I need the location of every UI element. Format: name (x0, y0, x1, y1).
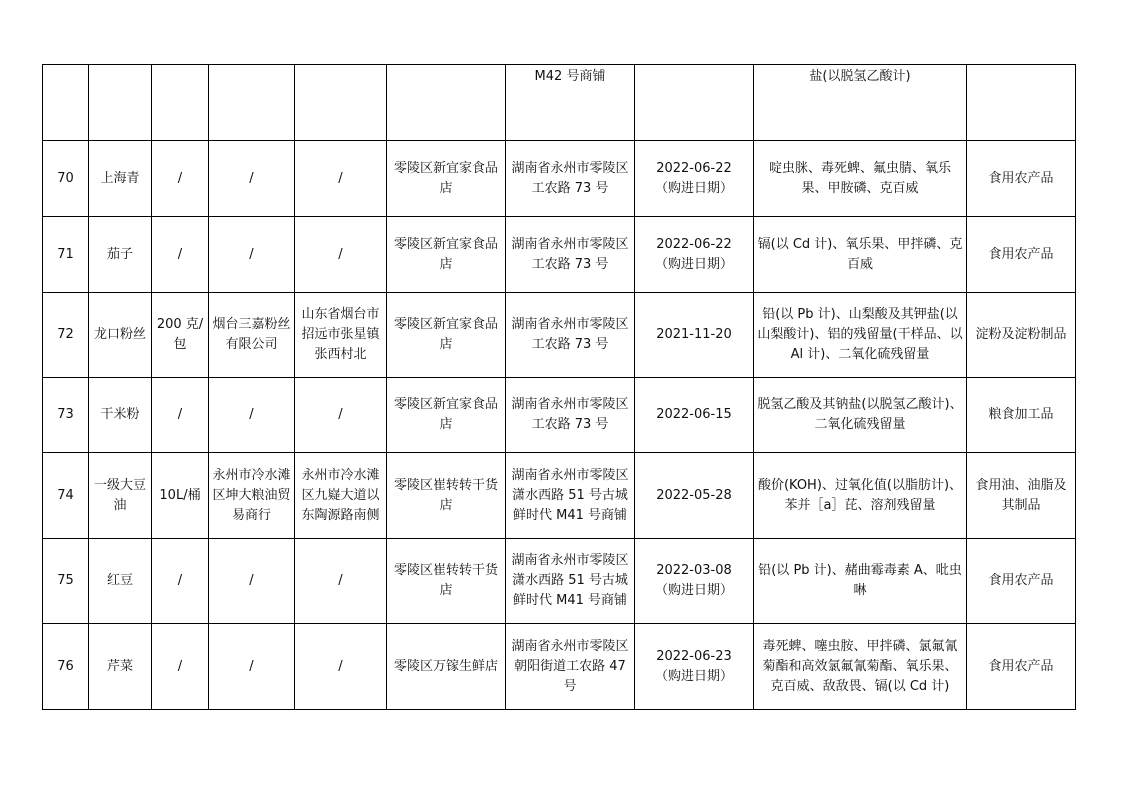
date-value: 2022-06-23 (656, 648, 732, 664)
cell-producer: 烟台三嘉粉丝有限公司 (209, 293, 295, 378)
cell-producer: / (209, 217, 295, 293)
cell-seller: 零陵区新宜家食品店 (387, 141, 506, 217)
table-row (43, 453, 1076, 539)
cell-producer: 永州市冷水滩区坤大粮油贸易商行 (209, 453, 295, 539)
cell-category (967, 65, 1076, 141)
cell-test-items: 毒死蜱、噻虫胺、甲拌磷、氯氟氰菊酯和高效氯氟氰菊酯、氧乐果、克百威、敌敌畏、镉(以 Cd 计) (754, 624, 967, 710)
cell-no: 71 (43, 217, 89, 293)
date-value: 2022-06-22 (656, 236, 732, 252)
cell-producer: / (209, 539, 295, 624)
cell-name: 茄子 (89, 217, 152, 293)
cell-test-items: 啶虫脒、毒死蜱、氟虫腈、氧乐果、甲胺磷、克百威 (754, 141, 967, 217)
cell-date (635, 453, 754, 539)
date-value: 2021-11-20 (656, 327, 732, 342)
table-row (43, 141, 1076, 217)
cell-date (635, 378, 754, 453)
cell-producer-address: / (295, 141, 387, 217)
cell-category: 食用油、油脂及其制品 (967, 453, 1076, 539)
cell-category: 食用农产品 (967, 217, 1076, 293)
date-note: （购进日期） (654, 583, 733, 598)
cell-test-items: 铅(以 Pb 计)、赭曲霉毒素 A、吡虫啉 (754, 539, 967, 624)
cell-seller-address: M42 号商铺 (506, 65, 635, 141)
table-row (43, 378, 1076, 453)
cell-seller-address: 湖南省永州市零陵区工农路 73 号 (506, 293, 635, 378)
cell-date (635, 293, 754, 378)
cell-spec: 10L/桶 (152, 453, 209, 539)
date-note: （购进日期） (654, 180, 733, 196)
cell-date (635, 217, 754, 293)
date-value: 2022-06-15 (656, 407, 732, 422)
cell-seller: 零陵区崔转转干货店 (387, 539, 506, 624)
table-row (43, 624, 1076, 710)
cell-seller-address: 湖南省永州市零陵区工农路 73 号 (506, 217, 635, 293)
cell-category: 食用农产品 (967, 539, 1076, 624)
cell-name: 龙口粉丝 (89, 293, 152, 378)
date-note: （购进日期） (654, 256, 733, 272)
cell-date (635, 624, 754, 710)
table-row (43, 539, 1076, 624)
date-value: 2022-06-22 (656, 160, 732, 176)
cell-producer-address: / (295, 378, 387, 453)
cell-seller: 零陵区新宜家食品店 (387, 378, 506, 453)
cell-name (89, 65, 152, 141)
cell-producer: / (209, 378, 295, 453)
cell-name: 芹菜 (89, 624, 152, 710)
cell-category: 食用农产品 (967, 141, 1076, 217)
cell-producer-address (295, 65, 387, 141)
cell-spec: / (152, 539, 209, 624)
cell-no (43, 65, 89, 141)
cell-test-items: 酸价(KOH)、过氧化值(以脂肪计)、苯并［a］芘、溶剂残留量 (754, 453, 967, 539)
cell-seller-address: 湖南省永州市零陵区工农路 73 号 (506, 141, 635, 217)
cell-test-items: 盐(以脱氢乙酸计) (754, 65, 967, 141)
cell-name: 红豆 (89, 539, 152, 624)
cell-category: 粮食加工品 (967, 378, 1076, 453)
cell-seller-address: 湖南省永州市零陵区工农路 73 号 (506, 378, 635, 453)
cell-producer-address: / (295, 624, 387, 710)
cell-date (635, 539, 754, 624)
cell-test-items: 铅(以 Pb 计)、山梨酸及其钾盐(以山梨酸计)、铝的残留量(干样品、以 Al 计)、二氧化硫残留量 (754, 293, 967, 378)
table-row-continuation (43, 65, 1076, 141)
cell-test-items: 脱氢乙酸及其钠盐(以脱氢乙酸计)、二氧化硫残留量 (754, 378, 967, 453)
date-value: 2022-05-28 (656, 487, 732, 503)
cell-spec: / (152, 141, 209, 217)
cell-test-items: 镉(以 Cd 计)、氧乐果、甲拌磷、克百威 (754, 217, 967, 293)
cell-name: 一级大豆油 (89, 453, 152, 539)
sampling-table (42, 64, 1076, 710)
cell-seller-address: 湖南省永州市零陵区潇水西路 51 号古城鲜时代 M41 号商铺 (506, 453, 635, 539)
cell-seller-address: 湖南省永州市零陵区朝阳街道工农路 47 号 (506, 624, 635, 710)
cell-seller (387, 65, 506, 141)
cell-no: 74 (43, 453, 89, 539)
cell-no: 75 (43, 539, 89, 624)
cell-producer-address: / (295, 539, 387, 624)
cell-category: 食用农产品 (967, 624, 1076, 710)
table-row (43, 293, 1076, 378)
cell-spec: / (152, 378, 209, 453)
cell-category: 淀粉及淀粉制品 (967, 293, 1076, 378)
cell-no: 70 (43, 141, 89, 217)
cell-seller: 零陵区新宜家食品店 (387, 293, 506, 378)
cell-producer-address: 山东省烟台市招远市张星镇张西村北 (295, 293, 387, 378)
cell-producer-address: / (295, 217, 387, 293)
table-row (43, 217, 1076, 293)
cell-producer: / (209, 624, 295, 710)
cell-producer (209, 65, 295, 141)
cell-spec: / (152, 217, 209, 293)
cell-name: 干米粉 (89, 378, 152, 453)
cell-no: 72 (43, 293, 89, 378)
cell-spec (152, 65, 209, 141)
cell-date (635, 141, 754, 217)
cell-producer: / (209, 141, 295, 217)
date-value: 2022-03-08 (656, 563, 732, 578)
cell-seller: 零陵区崔转转干货店 (387, 453, 506, 539)
cell-name: 上海青 (89, 141, 152, 217)
cell-spec: 200 克/包 (152, 293, 209, 378)
cell-producer-address: 永州市冷水滩区九嶷大道以东陶源路南侧 (295, 453, 387, 539)
cell-no: 76 (43, 624, 89, 710)
cell-no: 73 (43, 378, 89, 453)
cell-seller: 零陵区新宜家食品店 (387, 217, 506, 293)
cell-seller: 零陵区万镓生鲜店 (387, 624, 506, 710)
cell-spec: / (152, 624, 209, 710)
cell-date (635, 65, 754, 141)
cell-seller-address: 湖南省永州市零陵区潇水西路 51 号古城鲜时代 M41 号商铺 (506, 539, 635, 624)
date-note: （购进日期） (654, 668, 733, 684)
